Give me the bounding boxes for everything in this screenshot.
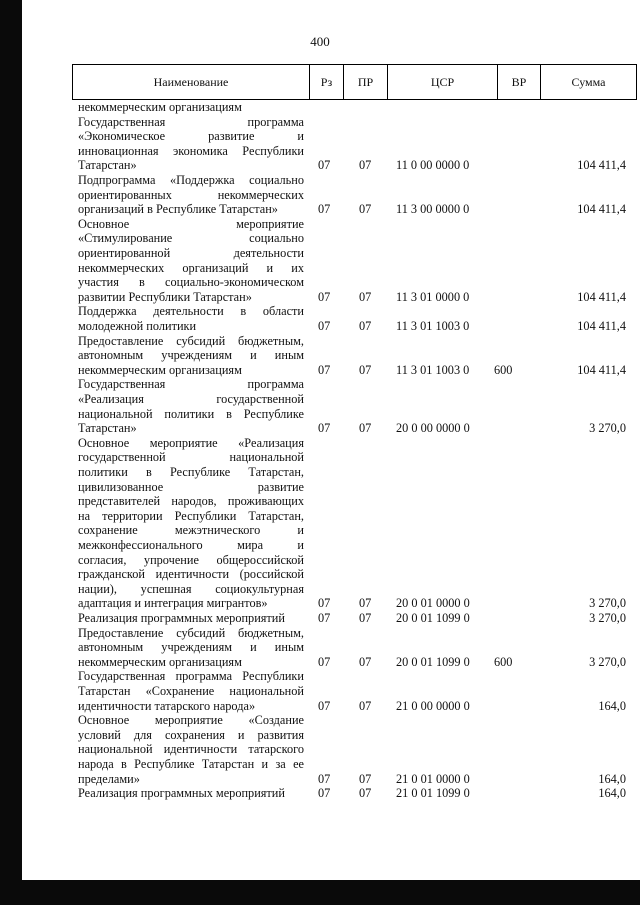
table-header [72, 64, 637, 100]
row-codes [0, 772, 640, 787]
cell-rz: 07 [318, 596, 331, 611]
row-name-line: «Реализация государственной [78, 391, 304, 406]
row-codes [0, 655, 640, 670]
row-name-line: участия в социально-экономическом [78, 275, 304, 290]
cell-sum: 104 411,4 [577, 158, 626, 173]
cell-sum: 164,0 [598, 698, 626, 713]
table-row [0, 713, 640, 786]
row-name-line: цивилизованное развитие [78, 479, 304, 494]
row-name-line: политики в Республике Татарстан, [78, 464, 304, 479]
row-name-line: Основное мероприятие «Создание [78, 713, 304, 728]
cell-sum: 104 411,4 [577, 202, 626, 217]
cell-csr: 20 0 01 1099 0 [396, 654, 470, 669]
cell-pr: 07 [359, 596, 372, 611]
table-row [0, 669, 640, 713]
table-row [0, 173, 640, 217]
row-name-line: национальной идентичности татарского [78, 742, 304, 757]
row-codes [0, 202, 640, 217]
row-name-line: на территории Республики Татарстан, [78, 508, 304, 523]
row-codes [0, 786, 640, 801]
table-row [0, 115, 640, 173]
row-codes [0, 611, 640, 626]
row-name-line: сохранение межэтнического и [78, 523, 304, 538]
row-name-line: Государственная программа [78, 114, 304, 129]
cell-pr: 07 [359, 610, 372, 625]
row-name-line: идентичности татарского народа» [78, 698, 256, 713]
row-name-line: ориентированной деятельности [78, 245, 304, 260]
cell-rz: 07 [318, 318, 331, 333]
row-name-line: Предоставление субсидий бюджетным, [78, 625, 304, 640]
row-codes [0, 290, 640, 305]
row-name-line: государственной национальной [78, 450, 304, 465]
row-name-line: Основное мероприятие [78, 216, 304, 231]
scan-border-bottom [0, 880, 640, 905]
cell-pr: 07 [359, 318, 372, 333]
cell-csr: 11 3 01 1003 0 [396, 318, 470, 333]
cell-sum: 3 270,0 [589, 610, 626, 625]
row-name-line: некоммерческих организаций и их [78, 260, 304, 275]
row-name-line: некоммерческим организациям [78, 362, 242, 377]
header-sum: Сумма [540, 65, 636, 99]
cell-rz: 07 [318, 202, 331, 217]
table-row [0, 626, 640, 670]
cell-sum: 3 270,0 [589, 596, 626, 611]
cell-rz: 07 [318, 421, 331, 436]
row-codes [0, 363, 640, 378]
cell-pr: 07 [359, 698, 372, 713]
cell-vr: 600 [494, 654, 513, 669]
row-name-line: некоммерческим организациям [78, 100, 242, 114]
row-name-line: Предоставление субсидий бюджетным, [78, 333, 304, 348]
row-name-line: «Стимулирование социально [78, 231, 304, 246]
cell-rz: 07 [318, 698, 331, 713]
table-row [0, 377, 640, 435]
cell-csr: 11 3 01 0000 0 [396, 289, 470, 304]
cell-pr: 07 [359, 654, 372, 669]
row-name-line: адаптация и интеграция мигрантов» [78, 596, 268, 611]
table-body [0, 100, 640, 801]
cell-pr: 07 [359, 786, 372, 801]
table-row [0, 334, 640, 378]
row-name-line: Татарстан «Сохранение национальной [78, 683, 304, 698]
cell-pr: 07 [359, 289, 372, 304]
cell-rz: 07 [318, 786, 331, 801]
cell-pr: 07 [359, 362, 372, 377]
row-name-line: организаций в Республике Татарстан» [78, 202, 278, 217]
table-row [0, 217, 640, 305]
cell-csr: 21 0 00 0000 0 [396, 698, 470, 713]
cell-sum: 3 270,0 [589, 654, 626, 669]
header-pr: ПР [343, 65, 387, 99]
cell-csr: 21 0 01 1099 0 [396, 786, 470, 801]
row-name-line: народа в Республике Татарстан и за ее [78, 756, 304, 771]
cell-sum: 164,0 [598, 786, 626, 801]
cell-csr: 11 0 00 0000 0 [396, 158, 470, 173]
row-name-line: Реализация программных мероприятий [78, 786, 285, 801]
cell-sum: 3 270,0 [589, 421, 626, 436]
table-row [0, 436, 640, 611]
row-name-line: Татарстан» [78, 421, 137, 436]
row-codes [0, 158, 640, 173]
row-name-line: Государственная программа [78, 377, 304, 392]
table-row [0, 100, 640, 115]
table-row [0, 304, 640, 333]
table-row [0, 786, 640, 801]
header-vr: ВР [497, 65, 540, 99]
row-name-line: нации), успешная социокультурная [78, 581, 304, 596]
row-codes [0, 319, 640, 334]
cell-rz: 07 [318, 362, 331, 377]
row-name-line: развитии Республики Татарстан» [78, 289, 252, 304]
cell-sum: 104 411,4 [577, 318, 626, 333]
cell-sum: 164,0 [598, 771, 626, 786]
row-name-line: условий для сохранения и развития [78, 727, 304, 742]
row-name-line: национальной политики в Республике [78, 406, 304, 421]
row-name-line: Подпрограмма «Поддержка социально [78, 172, 304, 187]
header-name: Наименование [153, 74, 229, 89]
cell-vr: 600 [494, 362, 513, 377]
row-name-line: Поддержка деятельности в области [78, 304, 304, 319]
row-name-line: межконфессионального мира и [78, 537, 304, 552]
header-rz: Рз [309, 65, 343, 99]
cell-pr: 07 [359, 421, 372, 436]
row-name-line: Основное мероприятие «Реализация [78, 435, 304, 450]
cell-csr: 20 0 01 0000 0 [396, 596, 470, 611]
cell-sum: 104 411,4 [577, 362, 626, 377]
row-name-line: гражданской идентичности (российской [78, 567, 304, 582]
cell-csr: 21 0 01 0000 0 [396, 771, 470, 786]
row-name-line: автономным учреждениям и иным [78, 640, 304, 655]
row-name-line: некоммерческим организациям [78, 654, 242, 669]
cell-rz: 07 [318, 158, 331, 173]
cell-csr: 11 3 00 0000 0 [396, 202, 470, 217]
cell-sum: 104 411,4 [577, 289, 626, 304]
row-name-line: пределами» [78, 771, 140, 786]
row-codes [0, 596, 640, 611]
row-name-line: ориентированных некоммерческих [78, 187, 304, 202]
row-name-line: согласия, упрочение общероссийской [78, 552, 304, 567]
cell-csr: 20 0 01 1099 0 [396, 610, 470, 625]
table-row [0, 611, 640, 626]
cell-csr: 20 0 00 0000 0 [396, 421, 470, 436]
cell-pr: 07 [359, 158, 372, 173]
row-name-line: молодежной политики [78, 318, 197, 333]
cell-rz: 07 [318, 610, 331, 625]
row-codes [0, 421, 640, 436]
row-name-line: Реализация программных мероприятий [78, 610, 285, 625]
page-number: 400 [310, 34, 330, 49]
header-csr: ЦСР [387, 65, 497, 99]
cell-rz: 07 [318, 289, 331, 304]
row-name-line: инновационная экономика Республики [78, 143, 304, 158]
row-codes [0, 699, 640, 714]
row-codes [0, 100, 640, 115]
row-name [78, 436, 304, 611]
row-name-line: представителей народов, проживающих [78, 494, 304, 509]
cell-csr: 11 3 01 1003 0 [396, 362, 470, 377]
row-name-line: «Экономическое развитие и [78, 129, 304, 144]
cell-rz: 07 [318, 654, 331, 669]
row-name-line: автономным учреждениям и иным [78, 348, 304, 363]
row-name-line: Татарстан» [78, 158, 137, 173]
cell-pr: 07 [359, 202, 372, 217]
cell-rz: 07 [318, 771, 331, 786]
cell-pr: 07 [359, 771, 372, 786]
row-name-line: Государственная программа Республики [78, 669, 304, 684]
